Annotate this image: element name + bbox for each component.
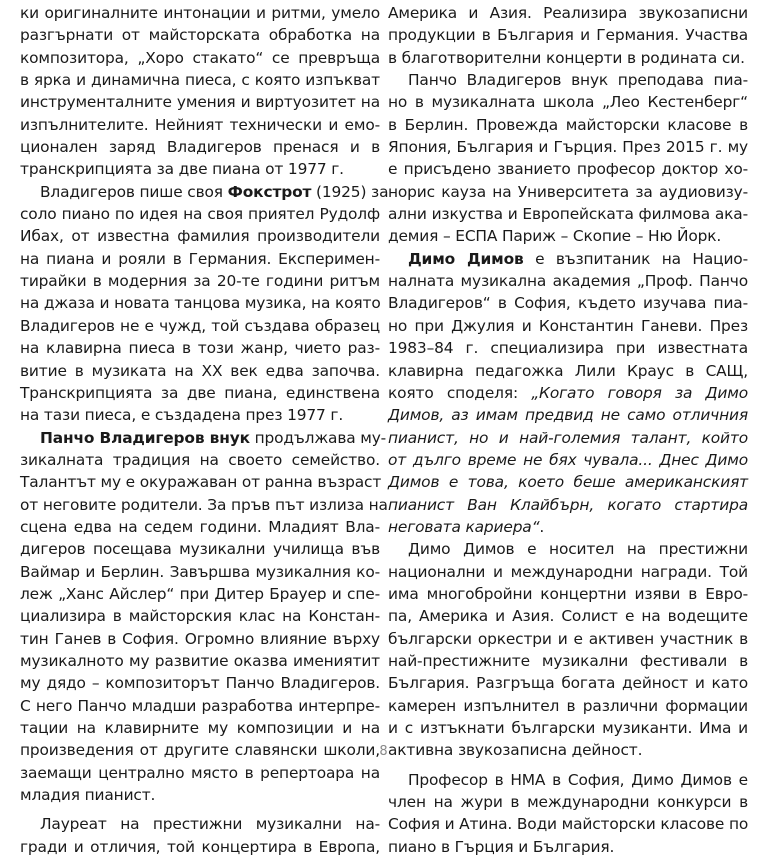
text-line — [388, 181, 748, 203]
text-line — [20, 382, 380, 404]
text-segment: национални и международни награди. Той — [388, 562, 748, 581]
text-line — [20, 91, 380, 113]
text-line — [388, 382, 748, 404]
text-line — [20, 605, 380, 627]
italic-quote-text: неговата кариера“ — [388, 517, 540, 536]
text-line — [388, 717, 748, 739]
text-line — [388, 292, 748, 314]
text-segment: Япония, България и Гърция. През 2015 г. му — [388, 138, 748, 157]
text-segment: на тази пиеса, е създадена през 1977 г. — [20, 406, 344, 425]
italic-quote-text: Димов е това, което беше американският — [388, 473, 748, 492]
text-segment: в благотворителни концерти в родината си. — [388, 48, 745, 67]
right-text-column — [388, 2, 748, 858]
text-line — [388, 628, 748, 650]
text-segment: норис кауза на Университета за аудиовизу- — [388, 182, 748, 201]
text-segment: член на жури в международни конкурси в — [388, 793, 748, 812]
text-line — [20, 248, 380, 270]
text-line — [388, 337, 748, 359]
text-segment: български оркестри и е активен участник в — [388, 629, 748, 648]
text-segment: ционален заряд Владигеров пренася и в — [20, 138, 380, 157]
text-line — [20, 650, 380, 672]
text-segment: и с изтъкнати български музиканти. Има и — [388, 719, 748, 737]
text-segment: Транскрипцията за две пиана, единствена — [20, 383, 380, 402]
text-segment: младия пианист. — [20, 786, 156, 805]
text-segment: Талантът му е окуражаван от ранна възраст — [20, 473, 382, 492]
text-line — [388, 605, 748, 627]
bold-text: Фокстрот — [227, 182, 312, 201]
bold-text: Панчо Владигеров внук — [40, 428, 250, 447]
text-segment: соло пиано по идея на своя приятел Рудолф — [20, 205, 380, 224]
text-line — [20, 225, 380, 247]
text-line — [388, 136, 748, 158]
text-segment: музикалното му развитие оказва имениятит — [20, 651, 380, 670]
text-segment: Владигеров не е чужд, той създава образец — [20, 316, 380, 335]
text-segment: България. Разгръща богата дейност и като — [388, 674, 748, 693]
text-segment: ки оригиналните интонации и ритми, умело — [20, 4, 380, 22]
text-line — [20, 2, 380, 24]
text-segment: композитора, „Хоро стакато“ се превръща — [20, 48, 380, 67]
text-line — [20, 292, 380, 314]
text-line — [20, 337, 380, 359]
left-text-column — [20, 2, 389, 858]
text-segment: С него Панчо младши разработва интерпре- — [20, 696, 380, 715]
text-line — [388, 538, 748, 560]
text-segment: от неговите родители. За пръв път излиза на — [20, 495, 388, 514]
text-line — [388, 583, 748, 605]
text-line — [388, 24, 748, 46]
text-segment: зикалната традиция на своето семейство. — [20, 450, 380, 469]
italic-quote-text: от дълго време не бях чувала... Днес Димо — [388, 450, 748, 469]
text-line — [20, 628, 380, 650]
text-line — [20, 471, 380, 493]
text-segment: тирайки в модерния за 20-те години ритъм — [20, 272, 380, 291]
text-segment: (1925) за — [311, 182, 389, 201]
text-line — [20, 427, 387, 449]
text-segment: Ибах, от известна фамилия производители — [20, 227, 380, 246]
text-segment: е възпитаник на Нацио- — [523, 249, 748, 268]
text-line — [388, 47, 748, 69]
text-line — [20, 24, 380, 46]
text-segment: витие в музиката на XX век едва започва. — [20, 361, 380, 380]
italic-quote-text: Димов, аз имам предвид не само отличния — [388, 406, 748, 425]
text-line — [388, 471, 748, 493]
text-segment: в ярка и динамична пиеса, с която изпъкват — [20, 71, 380, 90]
italic-quote-text: пианист, но и най-големия талант, който — [388, 428, 748, 447]
text-segment: продължава му- — [249, 428, 387, 447]
text-line — [388, 427, 748, 449]
text-segment: тин Ганев в София. Огромно влияние върху — [20, 629, 380, 648]
text-line — [20, 404, 380, 426]
text-line — [388, 404, 748, 426]
text-line — [388, 270, 748, 292]
text-segment: която споделя: — [388, 383, 532, 402]
text-line — [20, 516, 380, 538]
text-segment: Владигеров“ в София, където изучава пиа- — [388, 294, 748, 313]
text-line — [20, 203, 380, 225]
text-line — [388, 836, 748, 858]
text-segment: па, Америка и Азия. Солист е на водещите — [388, 607, 748, 626]
text-line — [388, 813, 748, 835]
text-segment: гради и отличия, той концертира в Европа, — [20, 837, 380, 856]
text-line — [388, 69, 748, 91]
text-segment: на клавирна пиеса в този жанр, чието раз- — [20, 339, 380, 358]
text-line — [388, 114, 748, 136]
text-segment: ални изкуства и Европейската филмова ака- — [388, 205, 748, 224]
text-line — [388, 203, 748, 225]
text-segment: но в музикалната школа „Лео Кестенберг“ — [388, 93, 748, 112]
text-segment: заемащи централно място в репертоара на — [20, 763, 380, 782]
text-line — [20, 181, 389, 203]
text-line — [20, 762, 380, 784]
text-segment: София и Атина. Води майсторски класове по — [388, 815, 749, 834]
text-line — [388, 248, 748, 270]
text-line — [20, 270, 380, 292]
text-segment: Панчо Владигеров внук преподава пиа- — [408, 71, 748, 90]
text-line — [20, 717, 380, 739]
italic-quote-text: „Когато говоря за Димо — [531, 383, 748, 402]
text-segment: му дядо – композиторът Панчо Владигеров. — [20, 674, 380, 693]
text-segment: на джаза и новата танцова музика, на която — [20, 294, 381, 313]
text-line — [20, 784, 380, 806]
text-line — [388, 672, 748, 694]
text-segment: има многобройни концертни изяви в Евро- — [388, 584, 748, 603]
text-line — [388, 2, 748, 24]
text-line — [20, 836, 380, 858]
text-segment: произведения от другите славянски школи, — [20, 741, 380, 760]
text-line — [388, 769, 748, 791]
text-segment: на пиана и рояли в Германия. Експеримен- — [20, 249, 380, 268]
text-segment: демия – ЕСПА Париж – Скопие – Ню Йорк. — [388, 227, 722, 246]
text-line — [20, 136, 380, 158]
page-number: 8 — [379, 744, 388, 759]
text-line — [388, 650, 748, 672]
text-line — [20, 47, 380, 69]
text-segment: но при Джулия и Константин Ганеви. През — [388, 316, 748, 335]
text-segment: . — [539, 517, 545, 536]
text-line — [20, 672, 380, 694]
text-segment: Лауреат на престижни музикални на- — [40, 815, 380, 834]
text-segment: продукции в България и Германия. Участва — [388, 26, 748, 45]
text-line — [20, 583, 380, 605]
text-line — [20, 561, 380, 583]
text-line — [388, 494, 748, 516]
text-segment: дигеров посещава музикални училища във — [20, 540, 380, 559]
text-segment: клавирна педагожка Лили Краус в САЩ, — [388, 361, 748, 380]
text-segment: пиано в Гърция и България. — [388, 837, 615, 856]
text-line — [20, 360, 380, 382]
text-segment: активна звукозаписна дейност. — [388, 741, 643, 760]
text-segment: Професор в НМА в София, Димо Димов е — [408, 770, 748, 789]
text-line — [388, 695, 748, 717]
text-segment: Ваймар и Берлин. Завършва музикалния ко- — [20, 562, 380, 581]
text-line — [388, 516, 748, 538]
text-segment: тации на клавирните му композиции и на — [20, 719, 380, 737]
text-line — [388, 791, 748, 813]
bold-text: Димо Димов — [408, 249, 524, 268]
text-segment: разгърнати от майсторската обработка на — [20, 26, 380, 45]
text-line — [388, 91, 748, 113]
text-segment: транскрипцията за две пиана от 1977 г. — [20, 160, 344, 179]
text-segment: циализира в майсторския клас на Констан- — [20, 607, 380, 626]
text-line — [20, 695, 380, 717]
text-segment: най-престижните музикални фестивали в — [388, 651, 748, 670]
text-line — [388, 158, 748, 180]
text-segment: Димо Димов е носител на престижни — [408, 540, 748, 559]
text-segment: сцена едва на седем години. Младият Вла- — [20, 517, 380, 536]
text-segment: инструменталните умения и виртуозитет на — [20, 93, 380, 112]
text-line — [20, 69, 380, 91]
text-line — [20, 538, 380, 560]
text-line — [20, 494, 388, 516]
text-segment: 1983–84 г. специализира при известната — [388, 339, 748, 358]
text-line — [20, 813, 380, 835]
text-segment: е присъдено званието професор доктор хо- — [388, 160, 748, 179]
text-line — [388, 360, 748, 382]
text-segment: Владигеров пише своя — [40, 182, 228, 201]
text-line — [388, 315, 748, 337]
text-line — [388, 225, 748, 247]
text-line — [20, 114, 380, 136]
text-line — [388, 561, 748, 583]
text-segment: камерен изпълнител в различни формации — [388, 696, 748, 715]
text-segment: леж „Ханс Айслер“ при Дитер Брауер и спе- — [20, 584, 380, 603]
text-segment: налната музикална академия „Проф. Панчо — [388, 272, 748, 291]
text-segment: изпълнителите. Нейният технически и емо- — [20, 115, 380, 134]
text-line — [20, 315, 380, 337]
text-line — [20, 158, 380, 180]
italic-quote-text: пианист Ван Клайбърн, когато стартира — [388, 495, 748, 514]
text-segment: Америка и Азия. Реализира звукозаписни — [388, 4, 748, 22]
text-line — [20, 449, 380, 471]
text-line — [388, 449, 748, 471]
text-segment: в Берлин. Провежда майсторски класове в — [388, 115, 748, 134]
